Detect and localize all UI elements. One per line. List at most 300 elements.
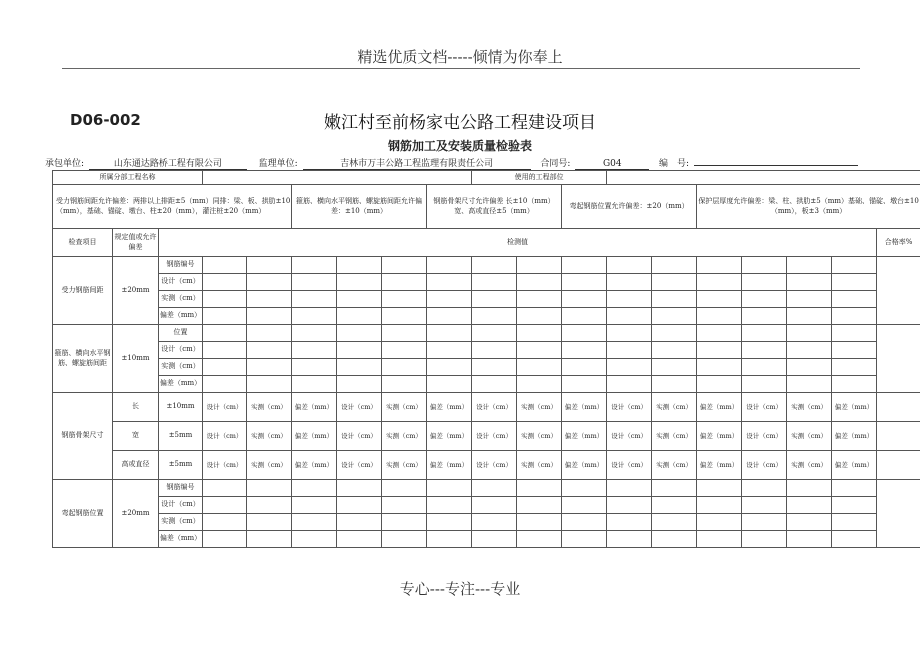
measurement-cell[interactable] (742, 325, 787, 342)
project-name-label: 所属分部工程名称 (53, 171, 203, 185)
measurement-cell[interactable] (247, 376, 292, 393)
pass-rate-header: 合格率% (877, 229, 920, 257)
supervisor-value[interactable]: 吉林市万丰公路工程监理有限责任公司 (303, 156, 531, 170)
measurement-cell[interactable] (652, 531, 697, 548)
measurement-cell[interactable] (427, 291, 472, 308)
tolerance-bent-bar-note: 弯起钢筋位置允许偏差：±20（mm） (562, 185, 697, 229)
measurement-cell[interactable] (832, 480, 877, 497)
measurement-cell[interactable] (337, 308, 382, 325)
measurement-cell[interactable] (292, 514, 337, 531)
measurement-cell[interactable] (607, 531, 652, 548)
measurement-cell[interactable] (427, 497, 472, 514)
measurement-cell[interactable] (517, 274, 562, 291)
measurement-cell[interactable] (787, 342, 832, 359)
measurement-cell[interactable] (517, 325, 562, 342)
measurement-cell[interactable] (742, 376, 787, 393)
measurement-cell[interactable] (832, 291, 877, 308)
measurement-cell[interactable] (517, 291, 562, 308)
measurement-cell[interactable] (472, 308, 517, 325)
measurement-cell[interactable] (382, 480, 427, 497)
group3-cell[interactable]: 设计（cm） (472, 451, 517, 480)
table-row (53, 325, 920, 342)
measurement-cell[interactable] (292, 359, 337, 376)
contract-label: 合同号: (540, 159, 571, 169)
table-row (53, 291, 920, 308)
measurement-cell[interactable] (697, 531, 742, 548)
group3-cell[interactable]: 实测（cm） (652, 451, 697, 480)
measurement-cell[interactable] (292, 325, 337, 342)
measurement-cell[interactable] (337, 274, 382, 291)
group3-cell[interactable]: 实测（cm） (517, 393, 562, 422)
group3-cell[interactable]: 实测（cm） (787, 451, 832, 480)
group4-row-label: 设计（cm） (159, 497, 203, 514)
group3-sub-spec: ±10mm (159, 393, 203, 422)
check-item-header: 检查项目 (53, 229, 113, 257)
header-divider (62, 68, 860, 69)
measurement-cell[interactable] (427, 514, 472, 531)
measurement-cell[interactable] (832, 257, 877, 274)
document-code: D06-002 (70, 111, 141, 129)
measurement-cell[interactable] (787, 514, 832, 531)
measurement-cell[interactable] (382, 274, 427, 291)
measurement-cell[interactable] (292, 308, 337, 325)
group3-cell[interactable]: 偏差（mm） (427, 422, 472, 451)
measurement-cell[interactable] (607, 274, 652, 291)
measurement-cell[interactable] (742, 257, 787, 274)
page-header-text: 精选优质文档-----倾情为你奉上 (357, 48, 563, 66)
measurement-cell[interactable] (787, 480, 832, 497)
measurement-cell[interactable] (292, 257, 337, 274)
measurement-cell[interactable] (562, 291, 607, 308)
measurement-cell[interactable] (427, 325, 472, 342)
measurement-cell[interactable] (203, 291, 247, 308)
group3-cell[interactable]: 设计（cm） (607, 393, 652, 422)
group3-sub-label: 高或直径 (121, 460, 150, 469)
measurement-cell[interactable] (247, 514, 292, 531)
group3-cell[interactable]: 设计（cm） (742, 422, 787, 451)
measurement-cell[interactable] (292, 376, 337, 393)
measurement-cell[interactable] (787, 531, 832, 548)
measurement-cell[interactable] (517, 342, 562, 359)
table-row (53, 185, 920, 229)
measurement-cell[interactable] (832, 359, 877, 376)
measurement-cell[interactable] (247, 359, 292, 376)
measurement-cell[interactable] (247, 342, 292, 359)
measurement-cell[interactable] (517, 257, 562, 274)
measurement-cell[interactable] (607, 291, 652, 308)
group3-cell[interactable]: 偏差（mm） (292, 451, 337, 480)
group3-item: 钢筋骨架尺寸 (53, 393, 113, 480)
measurement-cell[interactable] (697, 480, 742, 497)
measurement-cell[interactable] (742, 359, 787, 376)
measurement-cell[interactable] (203, 376, 247, 393)
group3-cell[interactable]: 实测（cm） (382, 393, 427, 422)
group3-sub-name (113, 451, 159, 480)
number-value[interactable] (694, 165, 858, 166)
measurement-cell[interactable] (697, 257, 742, 274)
group4-row-label: 实测（cm） (159, 514, 203, 531)
measurement-cell[interactable] (787, 325, 832, 342)
group3-cell[interactable]: 偏差（mm） (427, 451, 472, 480)
table-row (53, 274, 920, 291)
measured-header: 检测值 (159, 229, 877, 257)
measurement-cell[interactable] (562, 359, 607, 376)
measurement-cell[interactable] (427, 531, 472, 548)
measurement-cell[interactable] (427, 257, 472, 274)
group3-cell[interactable]: 偏差（mm） (562, 393, 607, 422)
table-header-row (53, 229, 920, 257)
group4-pass-rate[interactable] (877, 480, 920, 548)
tolerance-spacing-note: 受力钢筋间距允许偏差：两排以上排距±5（mm）同排：梁、板、拱肋±10（mm），基础、锚碇、墩台、柱±20（mm），灌注桩±20（mm） (53, 185, 292, 229)
measurement-cell[interactable] (562, 514, 607, 531)
measurement-cell[interactable] (652, 291, 697, 308)
measurement-cell[interactable] (562, 531, 607, 548)
group4-item: 弯起钢筋位置 (53, 480, 113, 548)
project-name-value[interactable] (203, 171, 472, 185)
measurement-cell[interactable] (517, 480, 562, 497)
measurement-cell[interactable] (382, 514, 427, 531)
measurement-cell[interactable] (832, 497, 877, 514)
measurement-cell[interactable] (427, 274, 472, 291)
measurement-cell[interactable] (562, 376, 607, 393)
measurement-cell[interactable] (203, 497, 247, 514)
measurement-cell[interactable] (652, 376, 697, 393)
measurement-cell[interactable] (292, 531, 337, 548)
inspection-table (52, 170, 920, 548)
group3-cell[interactable]: 偏差（mm） (697, 451, 742, 480)
page-footer-text: 专心---专注---专业 (399, 580, 521, 598)
group3-cell[interactable]: 实测（cm） (382, 422, 427, 451)
group4-row-label: 偏差（mm） (159, 531, 203, 548)
group3-cell[interactable]: 偏差（mm） (832, 451, 877, 480)
group3-cell[interactable]: 偏差（mm） (697, 393, 742, 422)
group3-cell[interactable]: 实测（cm） (652, 393, 697, 422)
measurement-cell[interactable] (697, 497, 742, 514)
group3-cell[interactable]: 偏差（mm） (292, 393, 337, 422)
measurement-cell[interactable] (517, 497, 562, 514)
measurement-cell[interactable] (382, 257, 427, 274)
measurement-cell[interactable] (832, 514, 877, 531)
measurement-cell[interactable] (562, 497, 607, 514)
measurement-cell[interactable] (247, 274, 292, 291)
group3-cell[interactable]: 偏差（mm） (562, 451, 607, 480)
group1-row-label: 实测（cm） (159, 291, 203, 308)
measurement-cell[interactable] (472, 257, 517, 274)
table-row (53, 308, 920, 325)
measurement-cell[interactable] (742, 274, 787, 291)
measurement-cell[interactable] (607, 342, 652, 359)
measurement-cell[interactable] (247, 308, 292, 325)
measurement-cell[interactable] (472, 274, 517, 291)
measurement-cell[interactable] (607, 325, 652, 342)
contractor-value[interactable]: 山东通达路桥工程有限公司 (89, 156, 247, 170)
group3-cell[interactable]: 设计（cm） (472, 393, 517, 422)
tolerance-cage-note: 钢筋骨架尺寸允许偏差 长±10（mm）宽、高或直径±5（mm） (427, 185, 562, 229)
group3-cell[interactable]: 实测（cm） (517, 422, 562, 451)
measurement-cell[interactable] (787, 308, 832, 325)
group3-cell[interactable]: 实测（cm） (247, 451, 292, 480)
measurement-cell[interactable] (427, 359, 472, 376)
table-row (53, 514, 920, 531)
measurement-cell[interactable] (517, 308, 562, 325)
measurement-cell[interactable] (562, 257, 607, 274)
measurement-cell[interactable] (292, 497, 337, 514)
measurement-cell[interactable] (203, 325, 247, 342)
measurement-cell[interactable] (742, 497, 787, 514)
measurement-cell[interactable] (337, 291, 382, 308)
measurement-cell[interactable] (652, 514, 697, 531)
measurement-cell[interactable] (337, 480, 382, 497)
measurement-cell[interactable] (292, 274, 337, 291)
group3-pass-rate[interactable] (877, 422, 920, 451)
group3-cell[interactable]: 偏差（mm） (292, 422, 337, 451)
group1-row-label: 偏差（mm） (159, 308, 203, 325)
measurement-cell[interactable] (472, 342, 517, 359)
group3-sub-name (113, 422, 159, 451)
measurement-cell[interactable] (517, 376, 562, 393)
group3-pass-rate[interactable] (877, 393, 920, 422)
table-row (53, 451, 920, 480)
measurement-cell[interactable] (607, 497, 652, 514)
measurement-cell[interactable] (697, 274, 742, 291)
measurement-cell[interactable] (203, 257, 247, 274)
project-title: 嫩江村至前杨家屯公路工程建设项目 (324, 113, 596, 133)
group2-row-label: 实测（cm） (159, 359, 203, 376)
measurement-cell[interactable] (472, 359, 517, 376)
measurement-cell[interactable] (697, 308, 742, 325)
measurement-cell[interactable] (787, 274, 832, 291)
measurement-cell[interactable] (382, 359, 427, 376)
measurement-cell[interactable] (832, 376, 877, 393)
group3-cell[interactable]: 偏差（mm） (832, 422, 877, 451)
group3-cell[interactable]: 实测（cm） (247, 393, 292, 422)
measurement-cell[interactable] (607, 257, 652, 274)
group3-cell[interactable]: 设计（cm） (472, 422, 517, 451)
measurement-cell[interactable] (203, 514, 247, 531)
measurement-cell[interactable] (382, 376, 427, 393)
measurement-cell[interactable] (337, 257, 382, 274)
group3-cell[interactable]: 实测（cm） (247, 422, 292, 451)
measurement-cell[interactable] (607, 359, 652, 376)
measurement-cell[interactable] (697, 325, 742, 342)
measurement-cell[interactable] (427, 308, 472, 325)
measurement-cell[interactable] (652, 497, 697, 514)
measurement-cell[interactable] (652, 480, 697, 497)
measurement-cell[interactable] (382, 325, 427, 342)
group3-cell[interactable]: 设计（cm） (607, 422, 652, 451)
form-title: 钢筋加工及安装质量检验表 (387, 139, 532, 153)
measurement-cell[interactable] (337, 325, 382, 342)
measurement-cell[interactable] (203, 480, 247, 497)
measurement-cell[interactable] (742, 291, 787, 308)
table-row (53, 480, 920, 497)
group3-cell[interactable]: 偏差（mm） (427, 393, 472, 422)
measurement-cell[interactable] (562, 342, 607, 359)
measurement-cell[interactable] (832, 325, 877, 342)
group2-row-label: 设计（cm） (159, 342, 203, 359)
measurement-cell[interactable] (203, 308, 247, 325)
measurement-cell[interactable] (427, 342, 472, 359)
measurement-cell[interactable] (472, 376, 517, 393)
group3-cell[interactable]: 设计（cm） (337, 393, 382, 422)
measurement-cell[interactable] (697, 376, 742, 393)
measurement-cell[interactable] (203, 359, 247, 376)
contract-value[interactable]: G04 (575, 159, 649, 170)
measurement-cell[interactable] (697, 342, 742, 359)
measurement-cell[interactable] (652, 274, 697, 291)
group3-cell[interactable]: 设计（cm） (742, 393, 787, 422)
measurement-cell[interactable] (292, 291, 337, 308)
group3-cell[interactable]: 设计（cm） (203, 393, 247, 422)
group1-spec: ±20mm (113, 257, 159, 325)
measurement-cell[interactable] (787, 359, 832, 376)
group3-cell[interactable]: 设计（cm） (337, 422, 382, 451)
measurement-cell[interactable] (787, 497, 832, 514)
measurement-cell[interactable] (382, 342, 427, 359)
measurement-cell[interactable] (247, 291, 292, 308)
measurement-cell[interactable] (247, 480, 292, 497)
measurement-cell[interactable] (203, 342, 247, 359)
group3-cell[interactable]: 设计（cm） (203, 422, 247, 451)
group3-cell[interactable]: 实测（cm） (517, 451, 562, 480)
group3-cell[interactable]: 实测（cm） (787, 422, 832, 451)
group3-cell[interactable]: 偏差（mm） (832, 393, 877, 422)
measurement-cell[interactable] (427, 376, 472, 393)
group2-spec: ±10mm (113, 325, 159, 393)
table-row (53, 257, 920, 274)
group3-sub-spec: ±5mm (159, 422, 203, 451)
measurement-cell[interactable] (472, 514, 517, 531)
group3-cell[interactable]: 设计（cm） (203, 451, 247, 480)
measurement-cell[interactable] (472, 325, 517, 342)
measurement-cell[interactable] (652, 325, 697, 342)
measurement-cell[interactable] (562, 325, 607, 342)
measurement-cell[interactable] (607, 308, 652, 325)
measurement-cell[interactable] (382, 291, 427, 308)
measurement-cell[interactable] (203, 274, 247, 291)
measurement-cell[interactable] (742, 480, 787, 497)
measurement-cell[interactable] (652, 359, 697, 376)
measurement-cell[interactable] (382, 497, 427, 514)
group2-row-label: 偏差（mm） (159, 376, 203, 393)
measurement-cell[interactable] (337, 497, 382, 514)
group3-cell[interactable]: 设计（cm） (742, 451, 787, 480)
measurement-cell[interactable] (247, 497, 292, 514)
measurement-cell[interactable] (562, 480, 607, 497)
group2-item: 箍筋、横向水平钢筋、螺旋筋间距 (53, 325, 113, 393)
group2-pass-rate[interactable] (877, 325, 920, 393)
number-label: 编 号: (659, 159, 690, 169)
measurement-cell[interactable] (517, 514, 562, 531)
measurement-cell[interactable] (787, 291, 832, 308)
measurement-cell[interactable] (472, 531, 517, 548)
spec-header: 规定值或允许偏差 (113, 229, 159, 257)
tolerance-cover-note: 保护层厚度允许偏差：梁、柱、拱肋±5（mm）基础、锚碇、墩台±10（mm），板±3（mm） (697, 185, 920, 229)
info-row (45, 156, 858, 170)
measurement-cell[interactable] (382, 531, 427, 548)
measurement-cell[interactable] (472, 480, 517, 497)
group3-pass-rate[interactable] (877, 451, 920, 480)
measurement-cell[interactable] (247, 531, 292, 548)
group3-sub-label: 宽 (132, 431, 139, 440)
table-row (53, 497, 920, 514)
group3-cell[interactable]: 偏差（mm） (562, 422, 607, 451)
group1-row-label: 设计（cm） (159, 274, 203, 291)
measurement-cell[interactable] (697, 514, 742, 531)
measurement-cell[interactable] (337, 514, 382, 531)
measurement-cell[interactable] (697, 291, 742, 308)
group1-pass-rate[interactable] (877, 257, 920, 325)
measurement-cell[interactable] (607, 514, 652, 531)
usage-label: 使用的工程部位 (472, 171, 607, 185)
supervisor-label: 监理单位: (258, 159, 298, 169)
table-row (53, 422, 920, 451)
measurement-cell[interactable] (247, 257, 292, 274)
measurement-cell[interactable] (652, 257, 697, 274)
measurement-cell[interactable] (652, 342, 697, 359)
measurement-cell[interactable] (562, 308, 607, 325)
measurement-cell[interactable] (472, 497, 517, 514)
measurement-cell[interactable] (427, 480, 472, 497)
measurement-cell[interactable] (697, 359, 742, 376)
group3-sub-name (113, 393, 159, 422)
group3-cell[interactable]: 实测（cm） (652, 422, 697, 451)
contractor-label: 承包单位: (45, 159, 85, 169)
measurement-cell[interactable] (247, 325, 292, 342)
measurement-cell[interactable] (472, 291, 517, 308)
measurement-cell[interactable] (337, 531, 382, 548)
group1-item: 受力钢筋间距 (53, 257, 113, 325)
measurement-cell[interactable] (607, 480, 652, 497)
measurement-cell[interactable] (652, 308, 697, 325)
measurement-cell[interactable] (832, 342, 877, 359)
measurement-cell[interactable] (337, 359, 382, 376)
group3-sub-label: 长 (132, 402, 139, 411)
table-row (53, 171, 920, 185)
group3-cell[interactable]: 设计（cm） (337, 451, 382, 480)
measurement-cell[interactable] (742, 342, 787, 359)
usage-value[interactable] (607, 171, 920, 185)
table-row (53, 393, 920, 422)
tolerance-stirrup-note: 箍筋、横向水平钢筋、螺旋筋间距允许偏差：±10（mm） (292, 185, 427, 229)
measurement-cell[interactable] (517, 359, 562, 376)
measurement-cell[interactable] (562, 274, 607, 291)
measurement-cell[interactable] (742, 531, 787, 548)
group3-cell[interactable]: 偏差（mm） (697, 422, 742, 451)
measurement-cell[interactable] (832, 274, 877, 291)
measurement-cell[interactable] (607, 376, 652, 393)
measurement-cell[interactable] (292, 342, 337, 359)
measurement-cell[interactable] (742, 514, 787, 531)
measurement-cell[interactable] (203, 531, 247, 548)
table-row (53, 531, 920, 548)
measurement-cell[interactable] (832, 531, 877, 548)
group2-row-label: 位置 (159, 325, 203, 342)
measurement-cell[interactable] (292, 480, 337, 497)
measurement-cell[interactable] (337, 376, 382, 393)
group3-sub-spec: ±5mm (159, 451, 203, 480)
measurement-cell[interactable] (787, 257, 832, 274)
measurement-cell[interactable] (517, 531, 562, 548)
measurement-cell[interactable] (832, 308, 877, 325)
measurement-cell[interactable] (742, 308, 787, 325)
measurement-cell[interactable] (382, 308, 427, 325)
group3-cell[interactable]: 实测（cm） (382, 451, 427, 480)
group3-cell[interactable]: 设计（cm） (607, 451, 652, 480)
measurement-cell[interactable] (787, 376, 832, 393)
group3-cell[interactable]: 实测（cm） (787, 393, 832, 422)
measurement-cell[interactable] (337, 342, 382, 359)
